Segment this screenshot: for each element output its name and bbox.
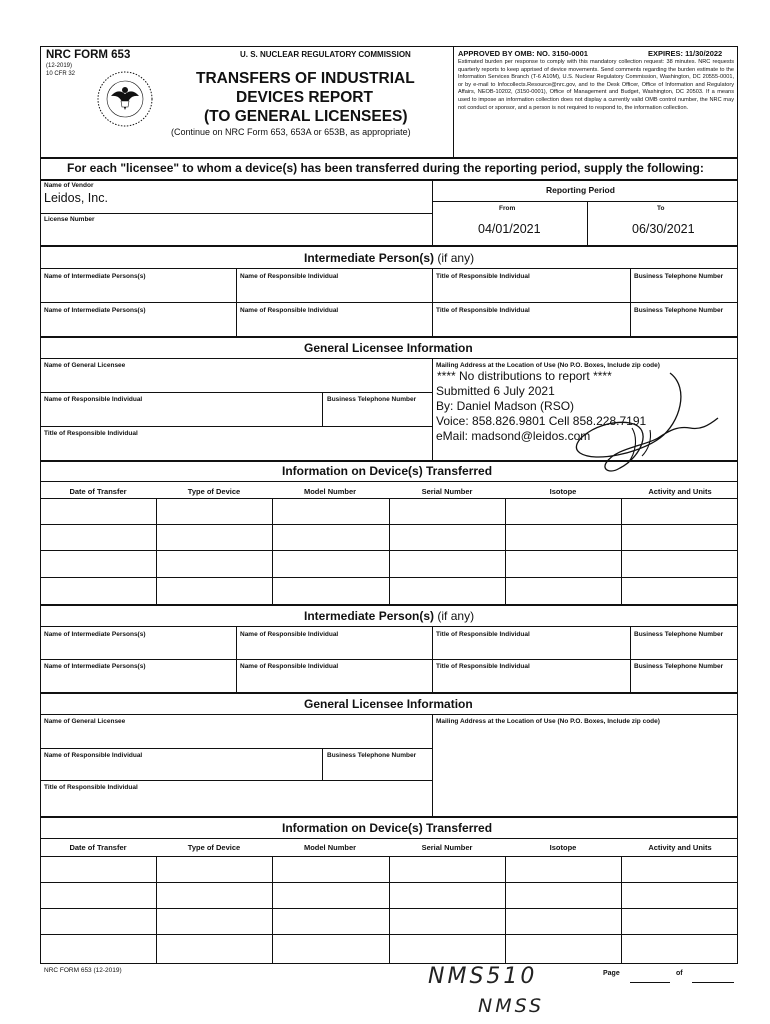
dev2-title-rule xyxy=(40,838,738,839)
period-rule-1 xyxy=(432,201,738,202)
section-rule-4 xyxy=(40,604,738,606)
int2-responsible-label-a: Name of Responsible Individual xyxy=(240,631,339,638)
title-line-1: TRANSFERS OF INDUSTRIAL xyxy=(196,70,415,87)
gl1-rule-b xyxy=(40,426,432,427)
form-date: (12-2019) xyxy=(46,63,73,69)
intermediate-rule-2 xyxy=(40,626,738,627)
dev2-col-activity: Activity and Units xyxy=(648,843,712,852)
gl2-divider xyxy=(432,714,433,816)
int2-title-label-a: Title of Responsible Individual xyxy=(436,631,530,638)
continue-note: (Continue on NRC Form 653, 653A or 653B, as appropriate) xyxy=(171,127,411,137)
int1-title-label-a: Title of Responsible Individual xyxy=(436,273,530,280)
int1-person-label-b: Name of Intermediate Persons(s) xyxy=(44,307,146,314)
header-divider xyxy=(453,46,454,158)
mailing-line-3[interactable]: By: Daniel Madson (RSO) xyxy=(436,399,575,413)
dev2-vline-1 xyxy=(156,856,157,964)
omb-approval: APPROVED BY OMB: NO. 3150-0001 xyxy=(458,49,588,58)
devices-title-2: Information on Device(s) Transferred xyxy=(282,821,493,835)
vendor-name-field[interactable]: Leidos, Inc. xyxy=(44,191,108,205)
gl1-licensee-label: Name of General Licensee xyxy=(44,362,126,369)
dev2-col-serial: Serial Number xyxy=(421,843,473,852)
mailing-line-5[interactable]: eMail: madsond@leidos.com xyxy=(436,429,591,443)
dev1-vline-5 xyxy=(621,498,622,604)
title-line-3: (TO GENERAL LICENSEES) xyxy=(204,108,408,125)
handwritten-note-2: NMSS xyxy=(478,995,545,1017)
gl2-title-label: Title of Responsible Individual xyxy=(44,784,138,791)
int1-title-label-b: Title of Responsible Individual xyxy=(436,307,530,314)
section-rule-3 xyxy=(40,460,738,462)
signature-mark xyxy=(540,368,720,483)
footer-form-ref: NRC FORM 653 (12-2019) xyxy=(44,967,122,974)
general-licensee-title-1: General Licensee Information xyxy=(304,341,473,355)
int1-responsible-label-b: Name of Responsible Individual xyxy=(240,307,339,314)
dev2-vline-4 xyxy=(505,856,506,964)
section-rule-5 xyxy=(40,692,738,694)
section-rule-2 xyxy=(40,336,738,338)
dev1-vline-1 xyxy=(156,498,157,604)
dev1-vline-2 xyxy=(272,498,273,604)
vendor-name-label: Name of Vendor xyxy=(44,182,94,189)
int2-responsible-label-b: Name of Responsible Individual xyxy=(240,663,339,670)
intermediate-rule-1 xyxy=(40,268,738,269)
burden-statement: Estimated burden per response to comply with this mandatory collection request: 38 minutes. NRC requests quarterly reports to keep apprised of device movements. Send comments regarding the burden estimate to the Information Services Branch (T-6 A10M), U.S. Nuclear Regulatory Commission, Washington, DC 20555-0001, or by e-mail to Infocollects.Resource@nrc.gov, and to the Desk Officer, Office of Information and Regulatory Affairs, NEOB-10202, (3150-0001), Office of Management and Budget, Washington, DC 20503. If a means used to impose an information collection does not display a currently valid OMB control number, the NRC may not conduct or sponsor, and a person is not required to respond to, the information collection. xyxy=(458,59,734,111)
title-line-2: DEVICES REPORT xyxy=(236,89,373,106)
dev1-vline-3 xyxy=(389,498,390,604)
footer-of-label: of xyxy=(676,970,683,977)
int1-person-label-a: Name of Intermediate Persons(s) xyxy=(44,273,146,280)
intermediate-title-1: Intermediate Person(s) (if any) xyxy=(304,251,475,265)
instruction-rule xyxy=(40,179,738,181)
period-to-field[interactable]: 06/30/2021 xyxy=(632,222,695,236)
gl2-rule-b xyxy=(40,780,432,781)
gl1-title-label: Title of Responsible Individual xyxy=(44,430,138,437)
intermediate-title-2: Intermediate Person(s) (if any) xyxy=(304,609,475,623)
gl2-phone-label: Business Telephone Number xyxy=(327,752,417,759)
devices-title-1: Information on Device(s) Transferred xyxy=(282,464,493,478)
gl1-title-rule xyxy=(40,358,738,359)
int2-person-label-b: Name of Intermediate Persons(s) xyxy=(44,663,146,670)
dev1-col-serial: Serial Number xyxy=(421,487,473,496)
dev2-vline-5 xyxy=(621,856,622,964)
cfr-reference: 10 CFR 32 xyxy=(46,71,76,77)
form-number: NRC FORM 653 xyxy=(46,49,131,61)
dev1-title-rule xyxy=(40,481,738,482)
dev1-col-model: Model Number xyxy=(303,487,357,496)
license-number-label: License Number xyxy=(44,216,95,223)
gl2-rule-a xyxy=(40,748,432,749)
int2-title-label-b: Title of Responsible Individual xyxy=(436,663,530,670)
dev1-col-activity: Activity and Units xyxy=(648,487,712,496)
dev2-vline-2 xyxy=(272,856,273,964)
section-rule-6 xyxy=(40,816,738,818)
dev1-vline-4 xyxy=(505,498,506,604)
section-rule-1 xyxy=(40,245,738,247)
gl2-mailing-label: Mailing Address at the Location of Use (No P.O. Boxes, Include zip code) xyxy=(436,718,660,725)
gl2-responsible-label: Name of Responsible Individual xyxy=(44,752,143,759)
gl2-phone-divider xyxy=(322,748,323,780)
dev2-col-isotope: Isotope xyxy=(549,843,577,852)
general-licensee-title-2: General Licensee Information xyxy=(304,697,473,711)
dev2-col-type: Type of Device xyxy=(187,843,241,852)
footer-page-blank[interactable] xyxy=(630,982,670,983)
handwritten-note-1: NMS510 xyxy=(428,964,538,989)
footer-of-blank[interactable] xyxy=(692,982,734,983)
int1-responsible-label-a: Name of Responsible Individual xyxy=(240,273,339,280)
vendor-rule xyxy=(40,213,432,214)
dev1-col-date: Date of Transfer xyxy=(69,487,127,496)
gl2-title-rule xyxy=(40,714,738,715)
int2-person-label-a: Name of Intermediate Persons(s) xyxy=(44,631,146,638)
period-from-field[interactable]: 04/01/2021 xyxy=(478,222,541,236)
mailing-line-1[interactable]: **** No distributions to report **** xyxy=(437,369,612,383)
gl1-rule-a xyxy=(40,392,432,393)
license-number-field[interactable] xyxy=(44,226,424,240)
gl2-licensee-label: Name of General Licensee xyxy=(44,718,126,725)
int2-phone-label-a: Business Telephone Number xyxy=(634,631,724,638)
instruction-text: For each "licensee" to whom a device(s) has been transferred during the reporting period, supply the following: xyxy=(67,161,704,175)
gl1-divider xyxy=(432,358,433,460)
vendor-period-divider xyxy=(432,179,433,245)
gl1-responsible-label: Name of Responsible Individual xyxy=(44,396,143,403)
dev2-col-date: Date of Transfer xyxy=(69,843,127,852)
int2-phone-label-b: Business Telephone Number xyxy=(634,663,724,670)
dev1-col-isotope: Isotope xyxy=(549,487,577,496)
gl1-mailing-label: Mailing Address at the Location of Use (No P.O. Boxes, Include zip code) xyxy=(436,362,660,369)
dev2-col-model: Model Number xyxy=(303,843,357,852)
mailing-line-2[interactable]: Submitted 6 July 2021 xyxy=(436,384,555,398)
agency-name: U. S. NUCLEAR REGULATORY COMMISSION xyxy=(240,50,411,59)
expiration-date: EXPIRES: 11/30/2022 xyxy=(648,49,723,58)
dev1-col-type: Type of Device xyxy=(187,487,241,496)
gl1-phone-divider xyxy=(322,392,323,426)
nrc-seal-icon xyxy=(96,70,154,128)
int1-phone-label-b: Business Telephone Number xyxy=(634,307,724,314)
mailing-line-4[interactable]: Voice: 858.826.9801 Cell 858.228.7191 xyxy=(436,414,647,428)
period-to-label: To xyxy=(657,205,665,212)
period-divider xyxy=(587,201,588,245)
dev2-vline-3 xyxy=(389,856,390,964)
int2-row-rule xyxy=(40,659,738,660)
gl1-phone-label: Business Telephone Number xyxy=(327,396,417,403)
reporting-period-title: Reporting Period xyxy=(546,185,615,195)
int1-phone-label-a: Business Telephone Number xyxy=(634,273,724,280)
period-from-label: From xyxy=(499,205,516,212)
int1-row-rule xyxy=(40,302,738,303)
footer-page-label: Page xyxy=(603,970,620,977)
